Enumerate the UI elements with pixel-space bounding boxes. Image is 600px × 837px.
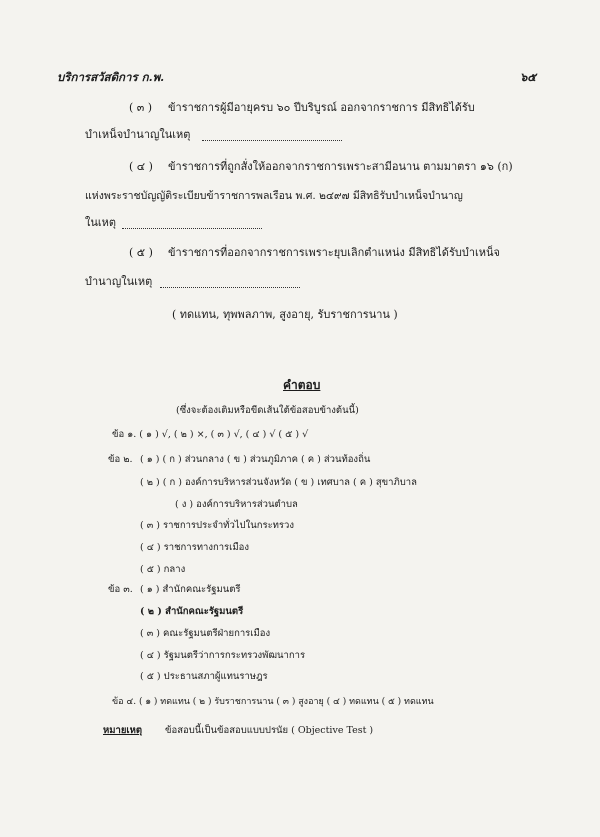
page-number: ๖๕ xyxy=(520,70,537,84)
item-4-line1: ข้าราชการที่ถูกสั่งให้ออกจากราชการเพราะสามีอนาน ตามมาตรา ๑๖ (ก) xyxy=(168,160,513,173)
item-4-number: ( ๔ ) xyxy=(129,160,153,173)
item-5-line2: บำนาญในเหตุ xyxy=(85,275,153,288)
answer-q2-label: ข้อ ๒. xyxy=(108,454,133,465)
item-5-blank xyxy=(160,287,300,288)
answer-q3-line: ( ๓ ) คณะรัฐมนตรีฝ่ายการเมือง xyxy=(140,628,271,639)
answer-q2-line: ( ๑ ) ( ก ) ส่วนกลาง ( ข ) ส่วนภูมิภาค ( ค ) ส่วนท้องถิ่น xyxy=(140,454,371,465)
remark-text: ข้อสอบนี้เป็นข้อสอบแบบปรนัย ( Objective Test ) xyxy=(165,725,374,736)
item-4-blank xyxy=(122,228,262,229)
answer-q4: ข้อ ๔. ( ๑ ) ทดแทน ( ๒ ) รับราชการนาน ( ๓ ) สูงอายุ ( ๔ ) ทดแทน ( ๕ ) ทดแทน xyxy=(112,697,434,707)
answer-q3-line: ( ๑ ) สำนักคณะรัฐมนตรี xyxy=(140,584,241,595)
answer-q3-line: ( ๕ ) ประธานสภาผู้แทนราษฎร xyxy=(140,671,268,682)
answer-q3-line: ( ๔ ) รัฐมนตรีว่าการกระทรวงพัฒนาการ xyxy=(140,650,306,661)
item-3-line2: บำเหน็จบำนาญในเหตุ xyxy=(85,128,191,141)
item-4-line2: แห่งพระราชบัญญัติระเบียบข้าราชการพลเรือน พ.ศ. ๒๔๙๗ มีสิทธิรับบำเหน็จบำนาญ xyxy=(85,190,463,202)
answer-options: ( ทดแทน, ทุพพลภาพ, สูงอายุ, รับราชการนาน ) xyxy=(172,308,398,321)
answers-note: (ซึ่งจะต้องเติมหรือขีดเส้นใต้ข้อสอบข้างต้นนี้) xyxy=(176,405,359,416)
remark-label: หมายเหตุ xyxy=(103,725,143,736)
answer-q2-line: ( ๒ ) ( ก ) องค์การบริหารส่วนจังหวัด ( ข ) เทศบาล ( ค ) สุขาภิบาล xyxy=(140,477,417,488)
answers-title: คำตอบ xyxy=(283,378,321,392)
item-3-line1: ข้าราชการผู้มีอายุครบ ๖๐ ปีบริบูรณ์ ออกจากราชการ มีสิทธิได้รับ xyxy=(168,101,475,114)
item-5-line1: ข้าราชการที่ออกจากราชการเพราะยุบเลิกตำแหน่ง มีสิทธิได้รับบำเหน็จ xyxy=(168,246,500,259)
answer-q2-line: ( ๔ ) ราชการทางการเมือง xyxy=(140,542,250,553)
answer-q3-label: ข้อ ๓. xyxy=(108,584,133,595)
item-3-blank xyxy=(202,140,342,141)
answer-q1: ข้อ ๑. ( ๑ ) √, ( ๒ ) ×, ( ๓ ) √, ( ๔ ) √ ( ๕ ) √ xyxy=(112,429,309,440)
answer-q3-line: ( ๒ ) สำนักคณะรัฐมนตรี xyxy=(140,606,244,617)
running-header: บริการสวัสดิการ ก.พ. xyxy=(57,70,165,84)
answer-q2-line: ( ๕ ) กลาง xyxy=(140,564,186,575)
item-5-number: ( ๕ ) xyxy=(129,246,153,259)
item-4-line3: ในเหตุ xyxy=(85,216,117,229)
answer-q2-line: ( ง ) องค์การบริหารส่วนตำบล xyxy=(175,499,298,510)
item-3-number: ( ๓ ) xyxy=(129,101,153,114)
answer-q2-line: ( ๓ ) ราชการประจำทั่วไปในกระทรวง xyxy=(140,520,295,531)
